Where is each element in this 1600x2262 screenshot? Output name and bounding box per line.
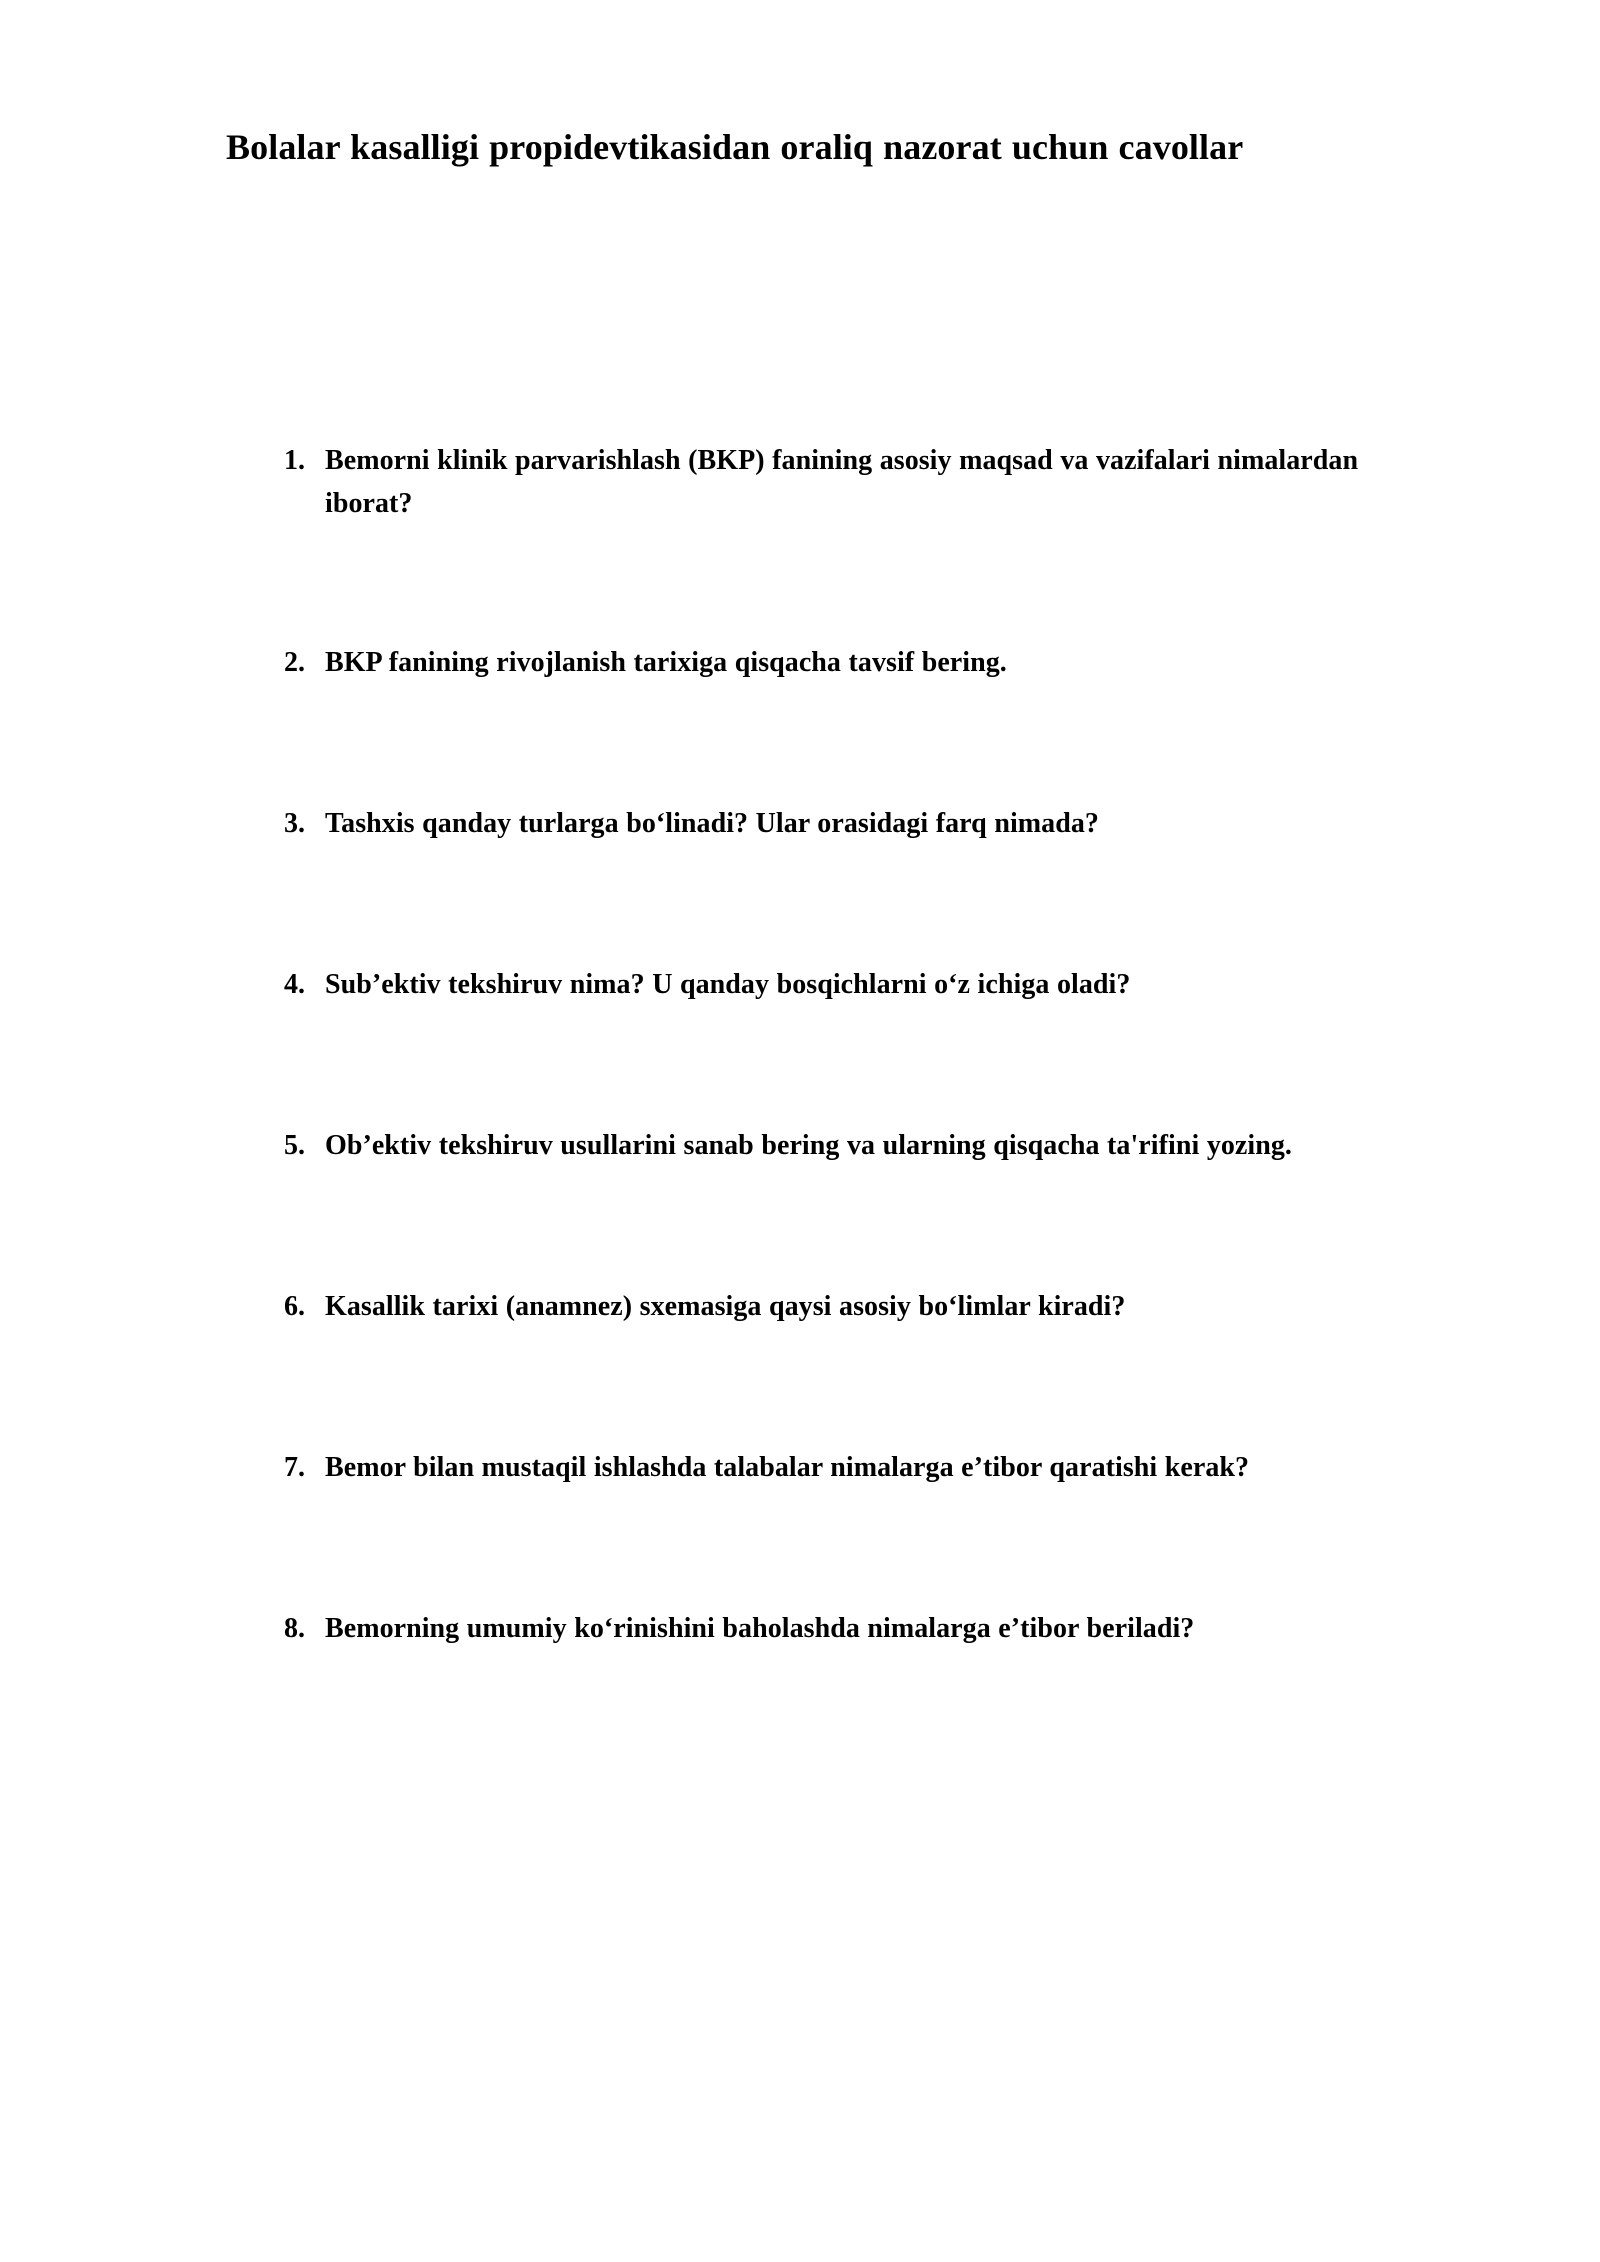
list-item-number: 3. [284,808,305,840]
list-item-text: BKP fanining rivojlanish tarixiga qisqacha tavsif bering. [325,647,1007,679]
list-item-text: Kasallik tarixi (anamnez) sxemasiga qaysi asosiy bo‘limlar kiradi? [325,1291,1126,1323]
list-item [0,1286,1600,1330]
list-item-text: Ob’ektiv tekshiruv usullarini sanab bering va ularning qisqacha ta'rifini yozing. [325,1130,1292,1162]
list-item-text: Bemor bilan mustaqil ishlashda talabalar nimalarga e’tibor qaratishi kerak? [325,1452,1250,1484]
list-item [0,440,1600,525]
list-item-number: 2. [284,647,305,679]
list-item-text: Bemorni klinik parvarishlash (BKP) fanining asosiy maqsad va vazifalari nimalardan iborat? [325,445,1359,519]
list-item-number: 1. [284,445,305,476]
list-item [0,803,1600,847]
list-item-text: Sub’ektiv tekshiruv nima? U qanday bosqichlarni o‘z ichiga oladi? [325,969,1131,1001]
list-item-number: 6. [284,1291,305,1323]
list-item-text: Tashxis qanday turlarga bo‘linadi? Ular orasidagi farq nimada? [325,808,1099,840]
list-item-text: Bemorning umumiy ko‘rinishini baholashda nimalarga e’tibor beriladi? [325,1613,1195,1645]
list-item [0,642,1600,686]
list-item [0,964,1600,1008]
list-item [0,1125,1600,1169]
list-item-number: 5. [284,1130,305,1162]
list-item-number: 4. [284,969,305,1001]
list-item [0,1447,1600,1491]
list-item-number: 8. [284,1613,305,1645]
list-item-number: 7. [284,1452,305,1484]
page-title: Bolalar kasalligi propidevtikasidan oraliq nazorat uchun cavollar [226,127,1244,168]
list-item [0,1608,1600,1652]
question-list [0,440,1600,1652]
